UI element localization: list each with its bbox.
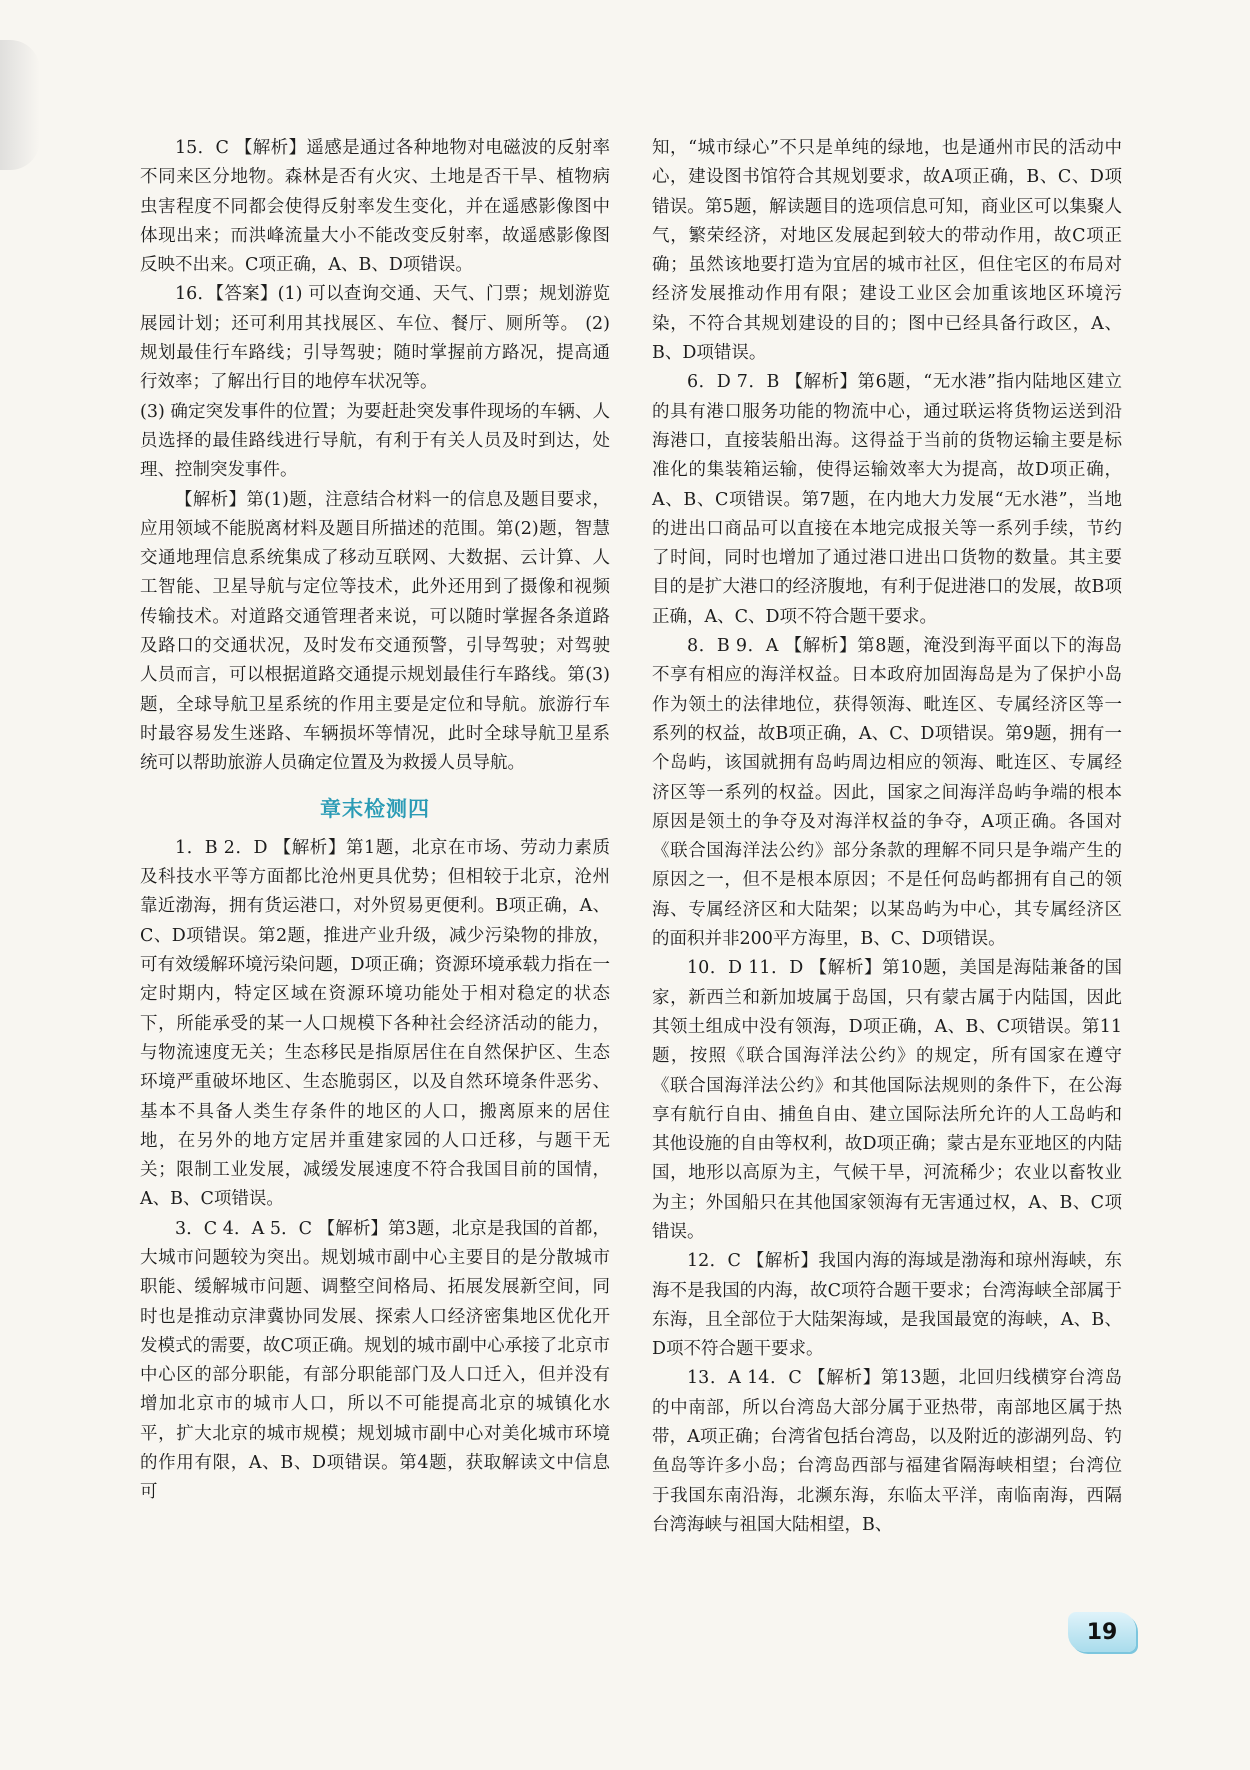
paragraph-q16-answer-3: (3) 确定突发事件的位置；为要赶赴突发事件现场的车辆、人员选择的最佳路线进行导航，有利于有关人员及时到达，处理、控制突发事件。: [140, 401, 610, 481]
paragraph-q1-2: 1．B 2．D 【解析】第1题，北京在市场、劳动力素质及科技水平等方面都比沧州更具优势；但相较于北京，沧州靠近渤海，拥有货运港口，对外贸易更便利。B项正确，A、C、D项错误。第2题，推进产业升级，减少污染物的排放，可有效缓解环境污染问题，D项正确；资源环境承载力指在一定时期内，特定区域在资源环境功能处于相对稳定的状态下，所能承受的某一人口规模下各种社会经济活动的能力，与物流速度无关；生态移民是指原居住在自然保护区、生态环境严重破坏地区、生态脆弱区，以及自然环境条件恶劣、基本不具备人类生存条件的地区的人口，搬离原来的居住地，在另外的地方定居并重建家园的人口迁移，与题干无关；限制工业发展，减缓发展速度不符合我国目前的国情，A、B、C项错误。: [140, 837, 610, 1210]
paragraph-q16-answer: 16．【答案】(1) 可以查询交通、天气、门票；规划游览展园计划；还可利用其找展区、车位、餐厅、厕所等。 (2) 规划最佳行车路线；引导驾驶；随时掌握前方路况，提高通行效率；了解出行目的地停车状况等。: [140, 284, 610, 393]
paragraph-q16-analysis: 【解析】第(1)题，注意结合材料一的信息及题目要求，应用领域不能脱离材料及题目所描述的范围。第(2)题，智慧交通地理信息系统集成了移动互联网、大数据、云计算、人工智能、卫星导航与定位等技术，此外还用到了摄像和视频传输技术。对道路交通管理者来说，可以随时掌握各条道路及路口的交通状况，及时发布交通预警，引导驾驶；对驾驶人员而言，可以根据道路交通提示规划最佳行车路线。第(3)题，全球导航卫星系统的作用主要是定位和导航。旅游行车时最容易发生迷路、车辆损坏等情况，此时全球导航卫星系统可以帮助旅游人员确定位置及为救援人员导航。: [140, 489, 610, 774]
paragraph-q8-9: 8．B 9．A 【解析】第8题，淹没到海平面以下的海岛不享有相应的海洋权益。日本政府加固海岛是为了保护小岛作为领土的法律地位，获得领海、毗连区、专属经济区等一系列的权益，故B项正确，A、C、D项错误。第9题，拥有一个岛屿，该国就拥有岛屿周边相应的领海、毗连区、专属经济区等一系列的权益。因此，国家之间海洋岛屿争端的根本原因是领土的争夺及对海洋权益的争夺，A项正确。各国对《联合国海洋法公约》部分条款的理解不同只是争端产生的原因之一，但不是根本原因；不是任何岛屿都拥有自己的领海、专属经济区和大陆架；以某岛屿为中心，其专属经济区的面积并非200平方海里，B、C、D项错误。: [652, 636, 1122, 950]
right-column: [652, 134, 1122, 1540]
paragraph-q10-11: 10．D 11．D 【解析】第10题，美国是海陆兼备的国家，新西兰和新加坡属于岛国，只有蒙古属于内陆国，因此其领土组成中没有领海，D项正确，A、B、C项错误。第11题，按照《联合国海洋法公约》的规定，所有国家在遵守《联合国海洋法公约》和其他国际法规则的条件下，在公海享有航行自由、捕鱼自由、建立国际法所允许的人工岛屿和其他设施的自由等权利，故D项正确；蒙古是东亚地区的内陆国，地形以高原为主，气候干旱，河流稀少；农业以畜牧业为主；外国船只在其他国家领海有无害通过权，A、B、C项错误。: [652, 958, 1122, 1242]
section-title: 章末检测四: [320, 796, 430, 821]
paragraph-q13-14: 13．A 14．C 【解析】第13题，北回归线横穿台湾岛的中南部，所以台湾岛大部分属于亚热带，南部地区属于热带，A项正确；台湾省包括台湾岛，以及附近的澎湖列岛、钓鱼岛等许多小岛；台湾岛西部与福建省隔海峡相望；台湾位于我国东南沿海，北濒东海，东临太平洋，南临南海，西隔台湾海峡与祖国大陆相望，B、: [652, 1368, 1122, 1535]
paragraph-q15: 15．C 【解析】遥感是通过各种地物对电磁波的反射率不同来区分地物。森林是否有火灾、土地是否干旱、植物病虫害程度不同都会使得反射率发生变化，并在遥感影像图中体现出来；而洪峰流量大小不能改变反射率，故遥感影像图反映不出来。C项正确，A、B、D项错误。: [140, 138, 610, 276]
left-column: [140, 134, 610, 1508]
page-number-badge: 19: [1068, 1612, 1136, 1652]
paragraph-q6-7: 6．D 7．B 【解析】第6题，“无水港”指内陆地区建立的具有港口服务功能的物流中心，通过联运将货物运送到沿海港口，直接装船出海。这得益于当前的货物运输主要是标准化的集装箱运输，使得运输效率大为提高，故D项正确，A、B、C项错误。第7题，在内地大力发展“无水港”，当地的进出口商品可以直接在本地完成报关等一系列手续，节约了时间，同时也增加了通过港口进出口货物的数量。其主要目的是扩大港口的经济腹地，有利于促进港口的发展，故B项正确，A、C、D项不符合题干要求。: [652, 372, 1122, 627]
paragraph-q3-5: 3．C 4．A 5．C 【解析】第3题，北京是我国的首都，大城市问题较为突出。规划城市副中心主要目的是分散城市职能、缓解城市问题、调整空间格局、拓展发展新空间，同时也是推动京津冀协同发展、探索人口经济密集地区优化开发模式的需要，故C项正确。规划的城市副中心承接了北京市中心区的部分职能，有部分职能部门及人口迁入，但并没有增加北京市的城市人口，所以不可能提高北京的城镇化水平，扩大北京的城市规模；规划城市副中心对美化城市环境的作用有限，A、B、D项错误。第4题，获取解读文中信息可: [140, 1218, 610, 1503]
scan-edge-shadow: [0, 40, 40, 170]
paragraph-q12: 12．C 【解析】我国内海的海域是渤海和琼州海峡，东海不是我国的内海，故C项符合题干要求；台湾海峡全部属于东海，且全部位于大陆架海域，是我国最宽的海峡，A、B、D项不符合题干要求。: [652, 1251, 1122, 1360]
paragraph-q4-5-cont: 知，“城市绿心”不只是单纯的绿地，也是通州市民的活动中心，建设图书馆符合其规划要求，故A项正确，B、C、D项错误。第5题，解读题目的选项信息可知，商业区可以集聚人气，繁荣经济，对地区发展起到较大的带动作用，故C项正确；虽然该地要打造为宜居的城市社区，但住宅区的布局对经济发展推动作用有限；建设工业区会加重该地区环境污染，不符合其规划建设的目的；图中已经具备行政区，A、B、D项错误。: [652, 138, 1122, 364]
